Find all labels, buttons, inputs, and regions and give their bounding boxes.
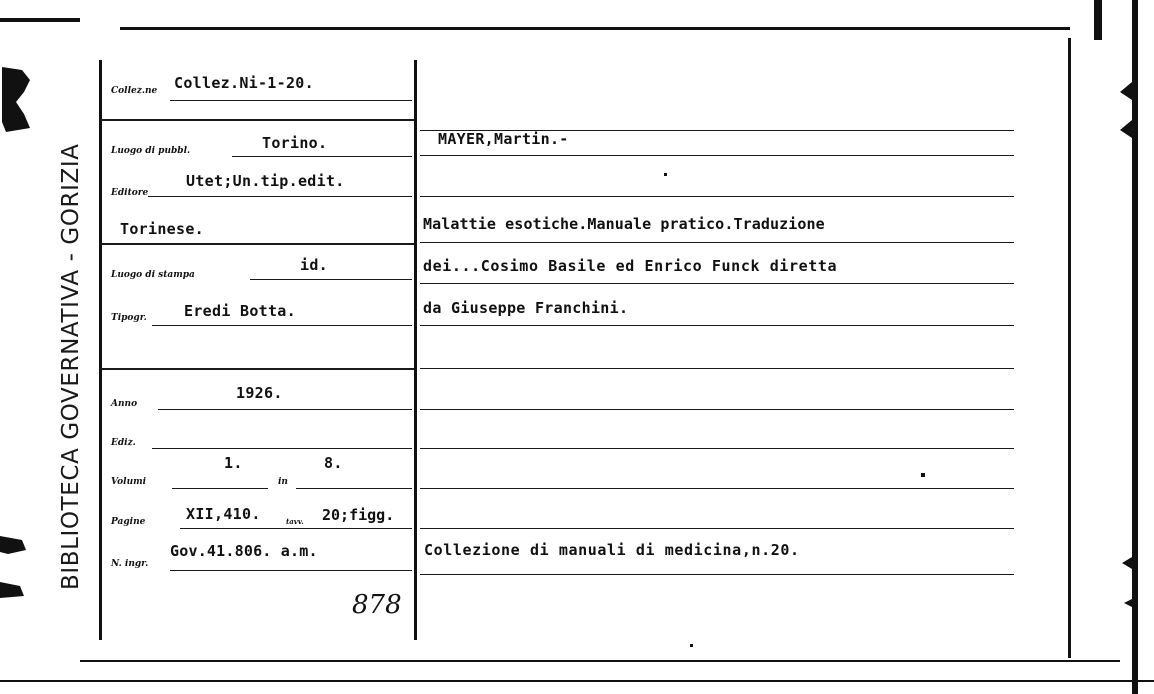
value-tavole: 20;figg. (322, 506, 395, 524)
value-n-ingr: Gov.41.806. a.m. (170, 542, 318, 560)
rule-left-section-1 (100, 119, 414, 121)
rule-right-3 (420, 196, 1014, 197)
top-edge-line (120, 27, 1070, 30)
label-collezione: Collez.ne (111, 86, 158, 96)
rule-right-10 (420, 488, 1014, 489)
value-tipogr: Eredi Botta. (184, 302, 296, 320)
value-luogo-pubbl: Torino. (262, 134, 328, 152)
rule-tipogr (152, 325, 412, 326)
rule-pagine (180, 528, 412, 529)
value-editore-line2: Torinese. (120, 220, 204, 238)
top-left-edge-line (0, 18, 80, 22)
value-pagine: XII,410. (186, 505, 261, 523)
label-anno: Anno (111, 399, 138, 409)
rule-right-4 (420, 242, 1014, 243)
rule-volumi-in (296, 488, 412, 489)
series-note: Collezione di manuali di medicina,n.20. (424, 541, 800, 559)
label-tipogr: Tipogr. (111, 313, 147, 323)
left-edge-blot-bottom (0, 532, 30, 602)
label-tavole: tavv. (286, 517, 304, 526)
label-ediz: Ediz. (111, 438, 136, 448)
rule-right-9 (420, 448, 1014, 449)
label-n-ingr: N. ingr. (111, 559, 149, 569)
middle-column-divider (414, 60, 417, 640)
rule-editore-2 (100, 243, 414, 245)
rule-editore (148, 196, 412, 197)
right-border-line (1068, 38, 1071, 658)
rule-ediz (152, 448, 412, 449)
title-line-3: da Giuseppe Franchini. (423, 299, 629, 317)
label-luogo-stampa: Luogo di stampa (111, 270, 195, 280)
bottom-scan-edge (0, 680, 1154, 682)
speck-1 (664, 173, 667, 176)
library-stamp-vertical: BIBLIOTECA GOVERNATIVA - GORIZIA (58, 143, 84, 590)
rule-right-11 (420, 528, 1014, 529)
label-in: in (278, 477, 288, 487)
rule-right-12 (420, 574, 1014, 575)
label-volumi: Volumi (111, 477, 147, 487)
label-luogo-pubbl: Luogo di pubbl. (111, 146, 191, 156)
title-line-1: Malattie esotiche.Manuale pratico.Traduzione (423, 215, 825, 233)
value-collezione: Collez.Ni-1-20. (174, 74, 314, 92)
value-luogo-stampa: id. (300, 256, 328, 274)
rule-right-5 (420, 283, 1014, 284)
label-pagine: Pagine (111, 517, 146, 527)
left-edge-blot-top (0, 62, 40, 137)
speck-2 (921, 473, 925, 477)
value-editore-line1: Utet;Un.tip.edit. (186, 172, 345, 190)
speck-3 (690, 644, 693, 647)
bottom-edge-line (80, 660, 1120, 662)
label-editore: Editore (111, 188, 149, 198)
right-arrow-mark-2 (1120, 555, 1134, 615)
rule-luogo-stampa (250, 279, 412, 280)
rule-right-6 (420, 325, 1014, 326)
handwritten-shelfmark: 878 (352, 590, 402, 620)
right-top-mark (1094, 0, 1102, 40)
value-volumi-in: 8. (324, 454, 343, 472)
rule-volumi (172, 488, 268, 489)
rule-empty-1 (100, 368, 414, 370)
right-arrow-mark-1 (1118, 80, 1134, 142)
author-heading: MAYER,Martin.- (438, 130, 569, 148)
rule-right-8 (420, 409, 1014, 410)
value-volumi: 1. (224, 454, 243, 472)
rule-anno (158, 409, 412, 410)
rule-right-2 (420, 155, 1014, 156)
rule-right-7 (420, 368, 1014, 369)
rule-collez (170, 100, 412, 101)
title-line-2: dei...Cosimo Basile ed Enrico Funck diretta (423, 257, 838, 275)
rule-n-ingr (170, 570, 412, 571)
value-anno: 1926. (236, 384, 283, 402)
rule-luogo-pubbl (232, 156, 412, 157)
left-column-divider (99, 60, 102, 640)
